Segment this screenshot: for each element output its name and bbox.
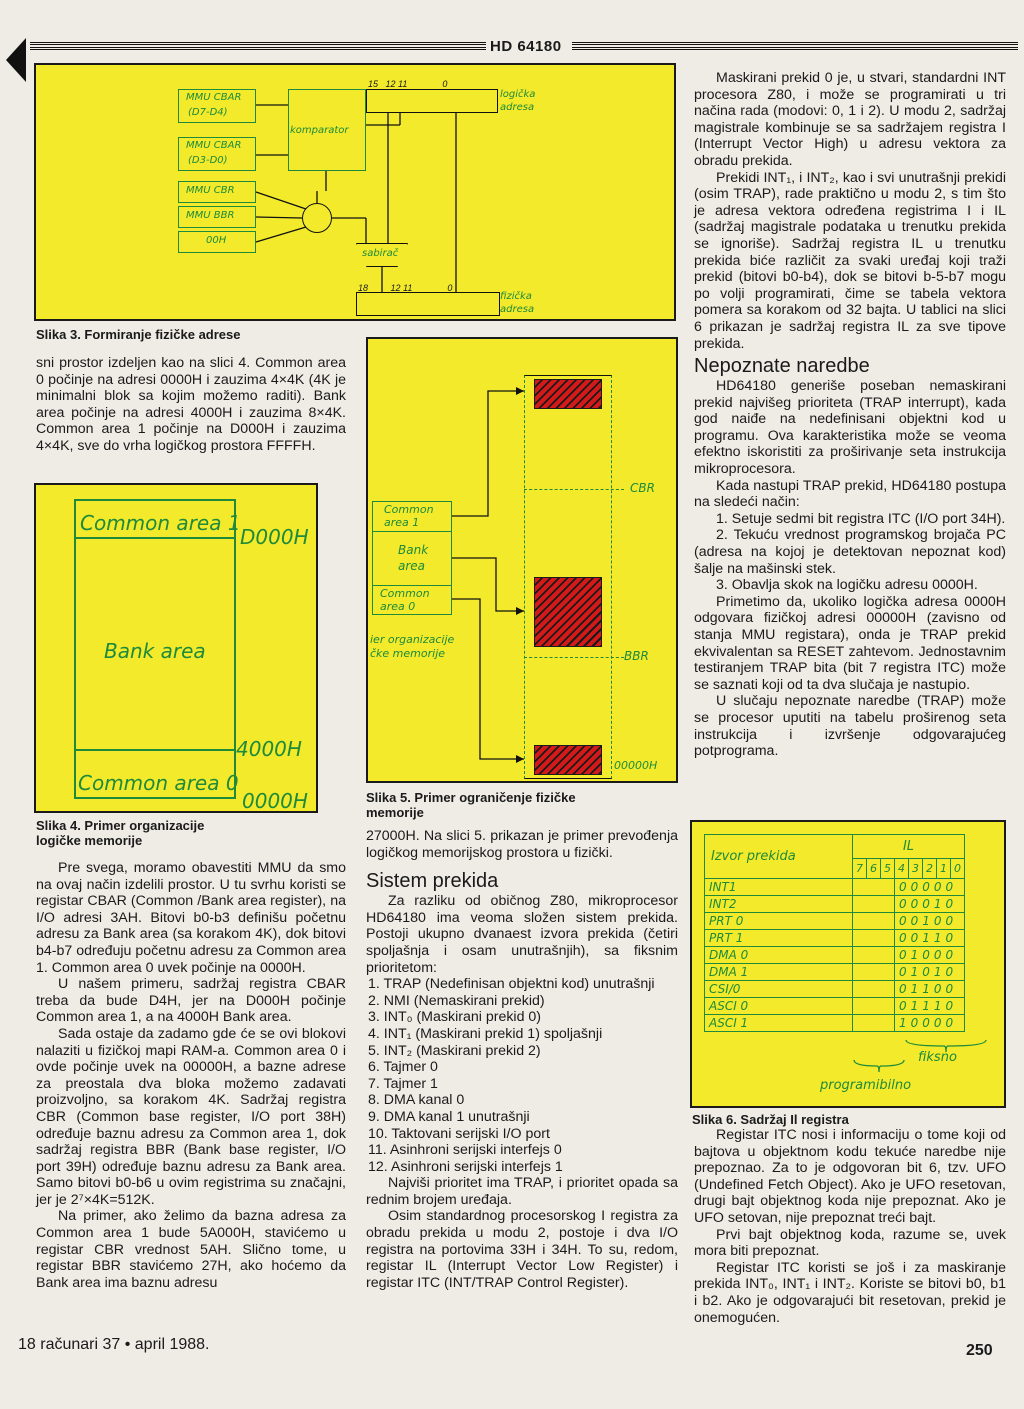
il-value: 00000 [895,879,965,896]
figure-5-arrows [368,339,676,781]
cbr-label: CBR [630,481,655,495]
physical-label-2: adresa [500,304,535,315]
col1-paragraph-2: U našem primeru, sadržaj registra CBAR treba da bude D4H, jer na D000H počinje Common area 1, a na 4000H Bank area. [36,976,346,1026]
f5-common1-2: area 1 [384,516,420,529]
addr-4000: 4000H [236,737,302,761]
header-rule-right [572,42,1018,50]
figure-5-caption-2: memorije [366,805,424,820]
il-bit-header: 0 [951,859,965,879]
figure-4 [34,483,318,813]
col2-body [366,828,678,1291]
table-row [705,896,965,913]
figure-3-wires [36,65,674,319]
reg-cbr-label: MMU CBR [186,185,235,196]
programmable-label: programibilno [820,1078,912,1093]
figure-3 [34,63,676,321]
common-area-0-label: Common area 0 [78,771,239,795]
col3-bottom-paragraph-1: Registar ITC nosi i informaciju o tome koji od bajtova u objektnom kodu tekuće naredbe nije prepoznao. Za to je odgovoran bit 6, tzv. UFO (Undefined Fetch Object). Ako je UFO resetovan, drugi bajt objektnog koda nije prepoznat. Ako je UFO setovan, nije prepoznat treći bajt. [694,1127,1006,1226]
list-item: 4. INT₁ (Maskirani prekid 1) spoljašnji [368,1025,603,1042]
col1-body [36,860,346,1291]
col3-paragraph-5: Primetimo da, ukoliko logička adresa 0000H odgovara fizičkoj adresi 00000H (zavisno od stanja MMU registara), onda je TRAP prekid ekvivalentan sa RESET zahtevom. Jednostavnim testiranjem TRAP bita (bit 7 registra ITC) može se saznati koji od ta dva slučaja je nastupio. [694,593,1006,693]
table-row [705,1015,965,1032]
il-programmable-cell [853,930,895,947]
col3-bottom-paragraph-2: Prvi bajt objektnog koda, razume se, uvek mora biti prepoznat. [694,1226,1006,1260]
list-item: 1. TRAP (Nedefinisan objektni kod) unutrašnji [368,976,655,993]
col1-paragraph-1: Pre svega, moramo obavestiti MMU da smo na ovaj način izdelili prostor. U tu svrhu koristi se registar CBAR (Common /Bank area register), na I/O adresi 3AH. Bitovi b0-b3 definišu početnu adresu za Bank area (sa korakom 4K), dok bitovi b4-b7 određuju početnu adresu za Common area 1. Common area 0 uvek počinje na 0000H. [36,860,346,976]
il-value: 01100 [895,981,965,998]
il-programmable-cell [853,1015,895,1032]
col3-heading: Nepoznate naredbe [694,355,870,378]
table-row [705,947,965,964]
il-value: 00010 [895,896,965,913]
table-row [705,879,965,896]
table-row [705,930,965,947]
table-row [705,913,965,930]
col3-bottom-paragraph-3: Registar ITC koristi se još i za maskiranje prekida INT₀, INT₁ i INT₂. Koriste se bitovi b0, b1 i b2. Ako je odgovarajući bit resetovan, prekid je onemogućen. [694,1259,1006,1326]
list-item: 12. Asinhroni serijski interfejs 1 [368,1158,563,1175]
list-item: 6. Tajmer 0 [368,1059,438,1076]
col2-paragraph-2: Za razliku od običnog Z80, mikroprocesor HD64180 ima veoma složen sistem prekida. Postoji ukupno dvanaest izvora prekida (četiri spoljašnja i osam unutrašnjih), sa fiksnim prioritetom: [366,893,678,976]
il-programmable-cell [853,947,895,964]
f5-common1-1: Common [384,503,434,516]
physical-label-1: fizička [500,291,532,302]
il-source: PRT 0 [705,913,853,930]
il-source: ASCI 0 [705,998,853,1015]
il-programmable-cell [853,998,895,1015]
il-bit-header: 7 [853,859,867,879]
table-row [705,964,965,981]
logical-bits: 15 12 11 0 [368,79,448,89]
table-row [705,981,965,998]
bank-area-label: Bank area [104,639,206,663]
col1-top-paragraph: sni prostor izdeljen kao na slici 4. Common area 0 počinje na adresi 0000H i zauzima 4×4K (4K je minimalni blok sa kojim možemo raditi). Bank area počinje na adresi 4000H i zauzima 8×4K. Common area 1 počinje na D000H i zauzima 4×4K, sve do vrha logičkog prostora FFFFH. [36,355,346,454]
il-programmable-cell [853,913,895,930]
reg-bbr-label: MMU BBR [186,210,235,221]
reg-cbar-lo-sub: (D3-D0) [188,155,228,166]
figure-6 [690,820,1006,1108]
il-register-table [704,834,965,1032]
adder-label: sabirač [362,248,399,259]
common-area-1-divider [74,537,236,539]
col3-paragraph-3: HD64180 generiše poseban nemaskirani prekid najvišeg prioriteta (TRAP interrupt), kada god naiđe na nedefinisani objektni kod u programu. Ova karakteristika može se veoma efektno iskoristiti za proširivanje seta instrukcija mikroprocesora. [694,378,1006,478]
reg-cbar-lo-label: MMU CBAR [186,140,242,151]
figure-3-caption: Slika 3. Formiranje fizičke adrese [36,327,241,342]
reg-cbar-hi-label: MMU CBAR [186,92,242,103]
f5-bank-2: area [398,559,426,573]
f5-common0-2: area 0 [380,600,416,613]
figure-6-caption: Slika 6. Sadržaj Il registra [692,1112,849,1127]
col2-paragraph-3: Najviši prioritet ima TRAP, i prioritet opada sa rednim brojem uređaja. [366,1175,678,1208]
bbr-label: BBR [624,649,649,663]
addr-d000: D000H [240,525,309,549]
list-item: 9. DMA kanal 1 unutrašnji [368,1108,530,1125]
il-source: INT2 [705,896,853,913]
figure-5 [366,337,678,783]
reg-00h-label: 00H [206,235,227,246]
col3-step-2: 2. Tekuću vrednost programskog brojača PC (adresa na kojoj je detektovan nepoznat kod) šalje na mašinski stek. [694,527,1006,577]
col3-paragraph-1: Maskirani prekid 0 je, u stvari, standardni INT procesora Z80, i može se programirati u tri načina rada (modovi: 0, 1 i 2). U modu 2, sadržaj magistrale kombinuje se sa sadržajem registra I (Interrupt Vector High) u adresu vektora za obradu prekida. [694,70,1006,169]
interrupt-priority-list [366,976,678,1175]
il-bit-header: 2 [923,859,937,879]
il-value: 10000 [895,1015,965,1032]
f5-org-2: čke memorije [370,647,446,660]
table-row [705,998,965,1015]
footer-issue: 18 računari 37 • april 1988. [18,1336,210,1353]
col2-paragraph-4: Osim standardnog procesorskog I registra za obradu prekida u modu 2, postoje i dva I/O registra na portovima 33H i 34H. To su, redom, registar IL (Interrupt Vector Low Register) i registar ITC (INT/TRAP Control Register). [366,1208,678,1291]
il-source: PRT 1 [705,930,853,947]
figure-5-caption-1: Slika 5. Primer ograničenje fizičke [366,790,576,805]
il-bit-header: 1 [937,859,951,879]
addr-0000: 0000H [242,789,308,813]
il-source: INT1 [705,879,853,896]
il-bit-header: 5 [881,859,895,879]
reg-cbar-hi-sub: (D7-D4) [188,107,228,118]
il-programmable-cell [853,964,895,981]
col3-step-3: 3. Obavlja skok na logičku adresu 0000H. [716,577,978,594]
list-item: 5. INT₂ (Maskirani prekid 2) [368,1042,541,1059]
il-value: 01110 [895,998,965,1015]
il-source: ASCI 1 [705,1015,853,1032]
col3-paragraph-4: Kada nastupi TRAP prekid, HD64180 postupa na sledeći način: [694,477,1006,511]
list-item: 10. Taktovani serijski I/O port [368,1125,550,1142]
common-area-1-label: Common area 1 [80,511,241,535]
physical-bits: 18 12 11 0 [358,283,453,293]
col3-body [694,70,1006,760]
il-programmable-cell [853,981,895,998]
bracket-programmable [852,1058,906,1074]
il-value: 01000 [895,947,965,964]
comparator-label: komparator [290,125,349,136]
il-header-source: Izvor prekida [705,835,853,879]
il-programmable-cell [853,879,895,896]
il-bit-header: 3 [909,859,923,879]
figure-4-caption-2: logičke memorije [36,833,143,848]
page-number: 250 [966,1342,993,1359]
f5-addr-label: 00000H [614,759,658,772]
il-value: 01010 [895,964,965,981]
bank-area-divider [74,749,236,751]
il-value: 00110 [895,930,965,947]
list-item: 7. Tajmer 1 [368,1075,438,1092]
back-arrow-icon[interactable] [6,38,26,82]
il-value: 00100 [895,913,965,930]
col1-top-text [36,355,346,455]
logical-label-1: logička [500,89,536,100]
il-source: DMA 0 [705,947,853,964]
col1-paragraph-4: Na primer, ako želimo da bazna adresa za Common area 1 bude 5A000H, stavićemo u registar CBR vrednost 5AH. Slično tome, u registar BBR stavićemo 27H, ako hoćemo da Bank area ima baznu adresu [36,1208,346,1291]
col3-bottom [694,1127,1006,1326]
header-rule-left [30,42,486,50]
col3-paragraph-2: Prekidi INT₁, i INT₂, kao i svi unutrašnji prekidi (osim TRAP), rade praktično u modu 2, s tim što je adresa vektora određena registrima I i IL (sadržaj magistrale podataka u trenutku prekida se ignoriše). Sadržaj registra IL u trenutku prekida biće različit za svaki uređaj koji traži prekid (bitovi b0-b4), dok se bitovi b-5-b7 mogu po volji programirati, čime se tabela vektora pomera sa korakom od 32 bajta. U tablici na slici 6 prikazan je sadržaj registra IL za sve tipove prekida. [694,169,1006,352]
col3-step-1: 1. Setuje sedmi bit registra ITC (I/O port 34H). [716,510,1006,527]
list-item: 2. NMI (Nemaskirani prekid) [368,992,545,1009]
col3-paragraph-6: U slučaju nepoznate naredbe (TRAP) može se procesor uputiti na tabelu proširenog seta instrukcija i izvršenje odgovarajućeg potprograma. [694,693,1006,760]
il-header-il: IL [853,835,965,859]
header-title: HD 64180 [490,38,562,55]
list-item: 3. INT₀ (Maskirani prekid 0) [368,1009,542,1026]
il-bit-header: 4 [895,859,909,879]
f5-common0-1: Common [380,587,430,600]
figure-4-caption-1: Slika 4. Primer organizacije [36,818,205,833]
il-source: DMA 1 [705,964,853,981]
f5-org-1: ier organizacije [370,633,455,646]
col1-paragraph-3: Sada ostaje da zadamo gde će se ovi blokovi nalaziti u fizičkoj mapi RAM-a. Common area 0 i ovde počinje uvek na 00000H, a bazne adrese za preostala dva bloka možemo zadavati proizvoljno, sa korakom 4K. Sadržaj registra CBR (Common base register, I/O port 38H) određuje baznu adresu za Common area 1, dok sadržaj registra BBR (Bank base register, I/O port 39H) određuje baznu adresu za Bank area. Samo bitovi b0-b6 u ovim registrima su značajni, jer je 2⁷×4K=512K. [36,1025,346,1208]
col2-paragraph-1: 27000H. Na slici 5. prikazan je primer prevođenja logičkog memorijskog prostora u fizički. [366,828,678,861]
il-source: CSI/0 [705,981,853,998]
logical-label-2: adresa [500,102,535,113]
fixed-label: fiksno [918,1050,957,1065]
list-item: 11. Asinhroni serijski interfejs 0 [368,1142,562,1159]
f5-bank-1: Bank [398,543,429,557]
il-programmable-cell [853,896,895,913]
list-item: 8. DMA kanal 0 [368,1092,465,1109]
col2-heading: Sistem prekida [366,870,499,893]
il-bit-header: 6 [867,859,881,879]
